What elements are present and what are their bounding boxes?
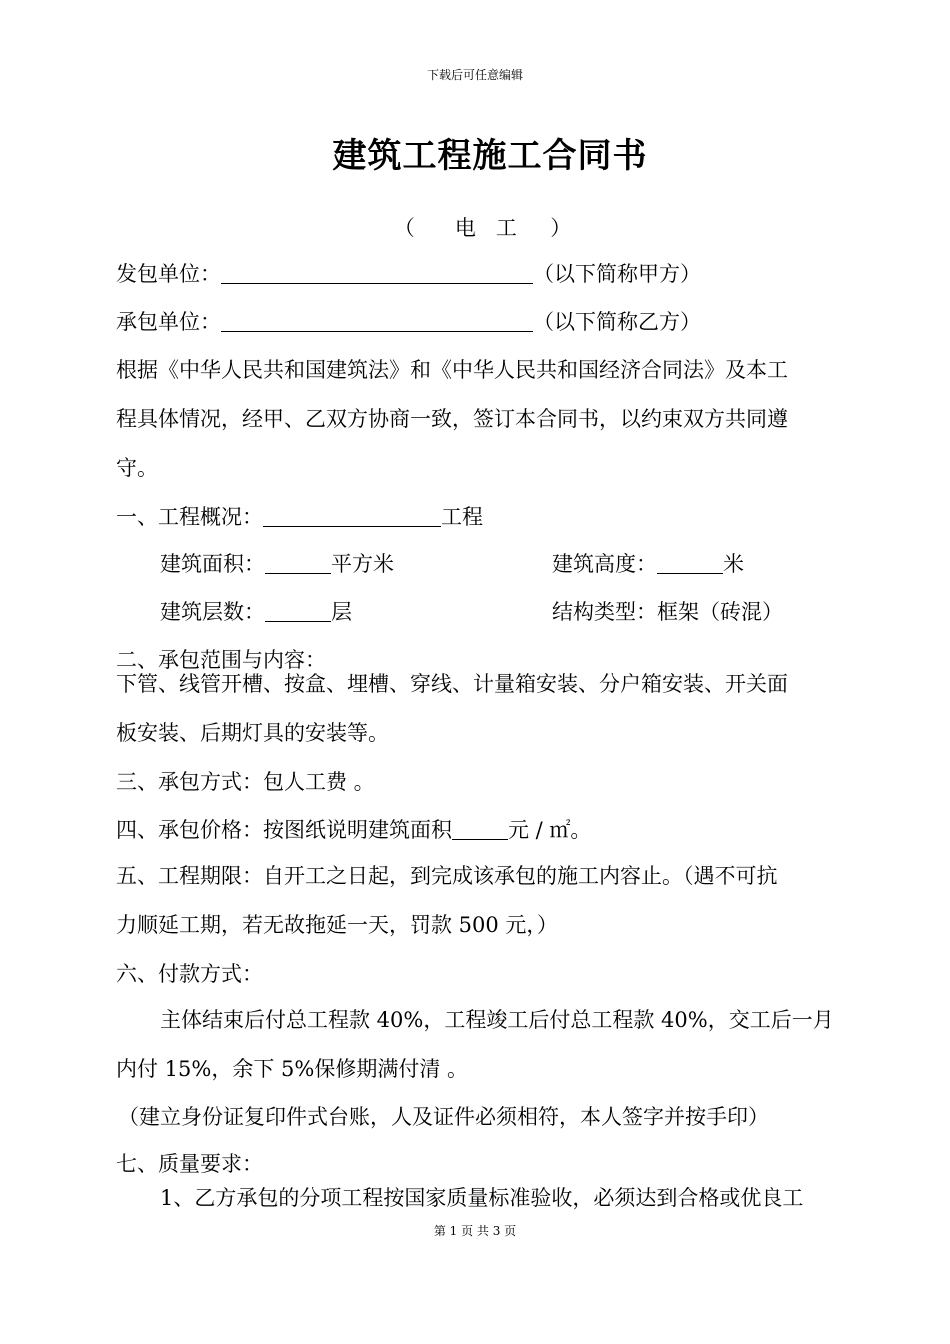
party-b-label: 承包单位： [116, 310, 221, 334]
section-6-note: （建立身份证复印件式台账，人及证件必须相符，本人签字并按手印） [118, 1105, 769, 1129]
building-area-blank [265, 553, 331, 574]
section-1-suffix: 工程 [441, 505, 483, 529]
header-note: 下载后可任意编辑 [426, 68, 523, 82]
building-height-blank [657, 553, 723, 574]
section-6-heading: 六、付款方式： [116, 962, 263, 986]
structure-type: 结构类型：框架（砖混） [552, 600, 783, 624]
section-1-heading: 一、工程概况： [116, 505, 263, 529]
unit-price-blank [452, 819, 508, 840]
section-4-prefix: 四、承包价格：按图纸说明建筑面积 [116, 818, 452, 842]
party-a-note: （以下简称甲方） [533, 262, 701, 286]
section-4-suffix: 元 / ㎡。 [508, 818, 592, 842]
party-a-row [116, 258, 701, 288]
section-6-line: 内付 15%，余下 5%保修期满付清 。 [116, 1057, 469, 1081]
building-floors-blank [265, 601, 331, 622]
building-floors-row [160, 596, 352, 626]
section-7-item-1: 1、乙方承包的分项工程按国家质量标准验收，必须达到合格或优良工 [160, 1186, 804, 1210]
party-b-row [116, 306, 701, 336]
building-area-row [160, 548, 394, 578]
section-5-line: 力顺延工期，若无故拖延一天，罚款 500 元，） [116, 913, 558, 937]
party-a-blank [221, 263, 533, 284]
intro-line: 守。 [116, 456, 158, 480]
intro-line: 根据《中华人民共和国建筑法》和《中华人民共和国经济合同法》及本工 [116, 358, 788, 382]
section-6-line: 主体结束后付总工程款 40%，工程竣工后付总工程款 40%，交工后一月 [160, 1008, 834, 1032]
building-floors-unit: 层 [331, 600, 352, 624]
section-5-line: 五、工程期限：自开工之日起，到完成该承包的施工内容止。（遇不可抗 [116, 864, 778, 888]
building-area-label: 建筑面积： [160, 552, 265, 576]
party-b-note: （以下简称乙方） [533, 310, 701, 334]
page-footer: 第 1 页 共 3 页 [433, 1224, 517, 1238]
section-2-line: 下管、线管开槽、按盒、埋槽、穿线、计量箱安装、分户箱安装、开关面 [116, 672, 788, 696]
intro-line: 程具体情况，经甲、乙双方协商一致，签订本合同书，以约束双方共同遵 [116, 407, 788, 431]
document-subtitle: （ 电 工 ） [393, 216, 572, 240]
building-height-row [552, 548, 744, 578]
building-height-label: 建筑高度： [552, 552, 657, 576]
section-3: 三、承包方式：包人工费 。 [116, 770, 375, 794]
party-a-label: 发包单位： [116, 262, 221, 286]
building-height-unit: 米 [723, 552, 744, 576]
project-name-blank [263, 506, 441, 527]
section-2-line: 板安装、后期灯具的安装等。 [116, 721, 389, 745]
section-2-heading: 二、承包范围与内容： [116, 648, 326, 672]
section-1-heading-row [116, 501, 483, 531]
party-b-blank [221, 311, 533, 332]
building-area-unit: 平方米 [331, 552, 394, 576]
building-floors-label: 建筑层数： [160, 600, 265, 624]
section-7-heading: 七、质量要求： [116, 1152, 263, 1176]
document-title: 建筑工程施工合同书 [332, 136, 648, 176]
section-4-row [116, 814, 591, 844]
